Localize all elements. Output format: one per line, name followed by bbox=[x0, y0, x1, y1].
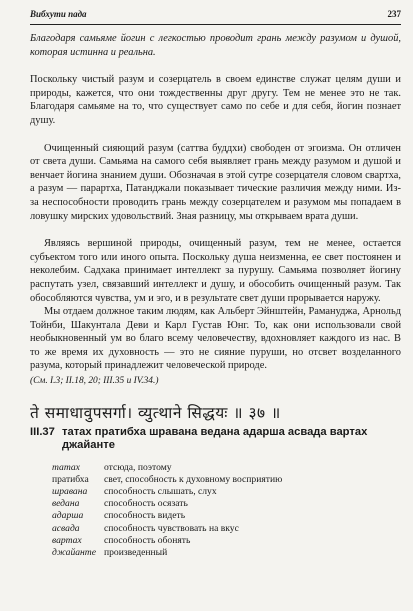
glossary-term: татах bbox=[52, 461, 80, 473]
glossary-term: шравана bbox=[52, 486, 88, 498]
sutra-devanagari: ते समाधावुपसर्गा। व्युत्थाने सिद्धयः ॥ ३७ ॥ bbox=[30, 403, 281, 422]
sutra-number: III.37 bbox=[30, 425, 55, 438]
glossary bbox=[30, 462, 401, 560]
glossary-definition: способность видеть bbox=[104, 510, 186, 522]
sutra-transliteration: татах пратибха шравана ведана адарша асвада вартах джайанте bbox=[62, 425, 368, 451]
paragraph: Мы отдаем должное таким людям, как Альберт Эйнштейн, Рамануджа, Арнольд Тойнби, Шакунтала Деви и Карл Густав Юнг. То, как они использовали свой необыкновенный ум во благо всему человечеству, вдохновляет каждого из нас. В то же время их духовность — это не сияние пуруши, но отсвет возделанного разума, который принадлежит человеческой природе. bbox=[30, 306, 401, 372]
paragraph: Очищенный сияющий разум (саттва буддхи) свободен от эгоизма. Он отличен от света души. Самьяма на самого себя выявляет грань между разумом и душой и венчает йогина знанием души. Обозначая в этой сутре созерцателя словом свартха, а разум — парартха, Патанджали показывает тические различия между ними. Из-за неспособности проводить грань между созерцателем и разумом мы попадаем в ловушку мирских удовольствий. Зная разницу, мы открываем врата души. bbox=[30, 142, 401, 222]
glossary-row bbox=[52, 474, 401, 486]
glossary-definition: способность осязать bbox=[104, 498, 188, 510]
glossary-term: ведана bbox=[52, 498, 80, 510]
paragraph: Поскольку чистый разум и созерцатель в своем единстве служат целям души и природы, кажется, что они тождественны друг другу. Тем не менее это не так. Благодаря самьяме на то, что существует само по себе и для себя, йогин познает душу. bbox=[30, 74, 401, 126]
glossary-row bbox=[52, 486, 401, 498]
page-body bbox=[30, 32, 401, 559]
glossary-definition: способность слышать, слух bbox=[104, 486, 217, 498]
glossary-row bbox=[52, 547, 401, 559]
cross-references: (См. I.3; II.18, 20; III.35 и IV.34.) bbox=[30, 376, 159, 387]
glossary-term: вартах bbox=[52, 534, 82, 546]
glossary-definition: свет, способность к духовному восприятию bbox=[104, 473, 283, 485]
running-header bbox=[30, 8, 401, 25]
glossary-term: пратибха bbox=[52, 473, 89, 485]
glossary-row bbox=[52, 535, 401, 547]
glossary-row bbox=[52, 510, 401, 522]
glossary-definition: способность чувствовать на вкус bbox=[104, 522, 239, 534]
chapter-title: Вибхути пада bbox=[30, 9, 87, 19]
sutra-heading bbox=[30, 426, 401, 452]
glossary-definition: отсюда, поэтому bbox=[104, 461, 172, 473]
glossary-row bbox=[52, 523, 401, 535]
paragraph: Являясь вершиной природы, очищенный разум, тем не менее, остается субъектом того или иного опыта. Поскольку душа неизменна, ее свет постоянен и неколебим. Садхака принимает интеллект за пурушу. Самьяма позволяет йогину распутать узел, связавший интеллект и душу, и обособить очищенный разум. Так обособляются чувства, ум и эго, и в результате свет души прорывается наружу. bbox=[30, 238, 401, 304]
glossary-row bbox=[52, 462, 401, 474]
glossary-term: джайанте bbox=[52, 547, 96, 559]
glossary-term: адарша bbox=[52, 510, 84, 522]
glossary-definition: способность обонять bbox=[104, 534, 191, 546]
epigraph: Благодаря самьяме йогин с легкостью проводит грань между разумом и душой, которая истинна и реальна. bbox=[30, 33, 401, 58]
glossary-row bbox=[52, 498, 401, 510]
page-number: 237 bbox=[387, 9, 401, 19]
glossary-definition: произведенный bbox=[104, 547, 168, 559]
glossary-term: асвада bbox=[52, 522, 80, 534]
